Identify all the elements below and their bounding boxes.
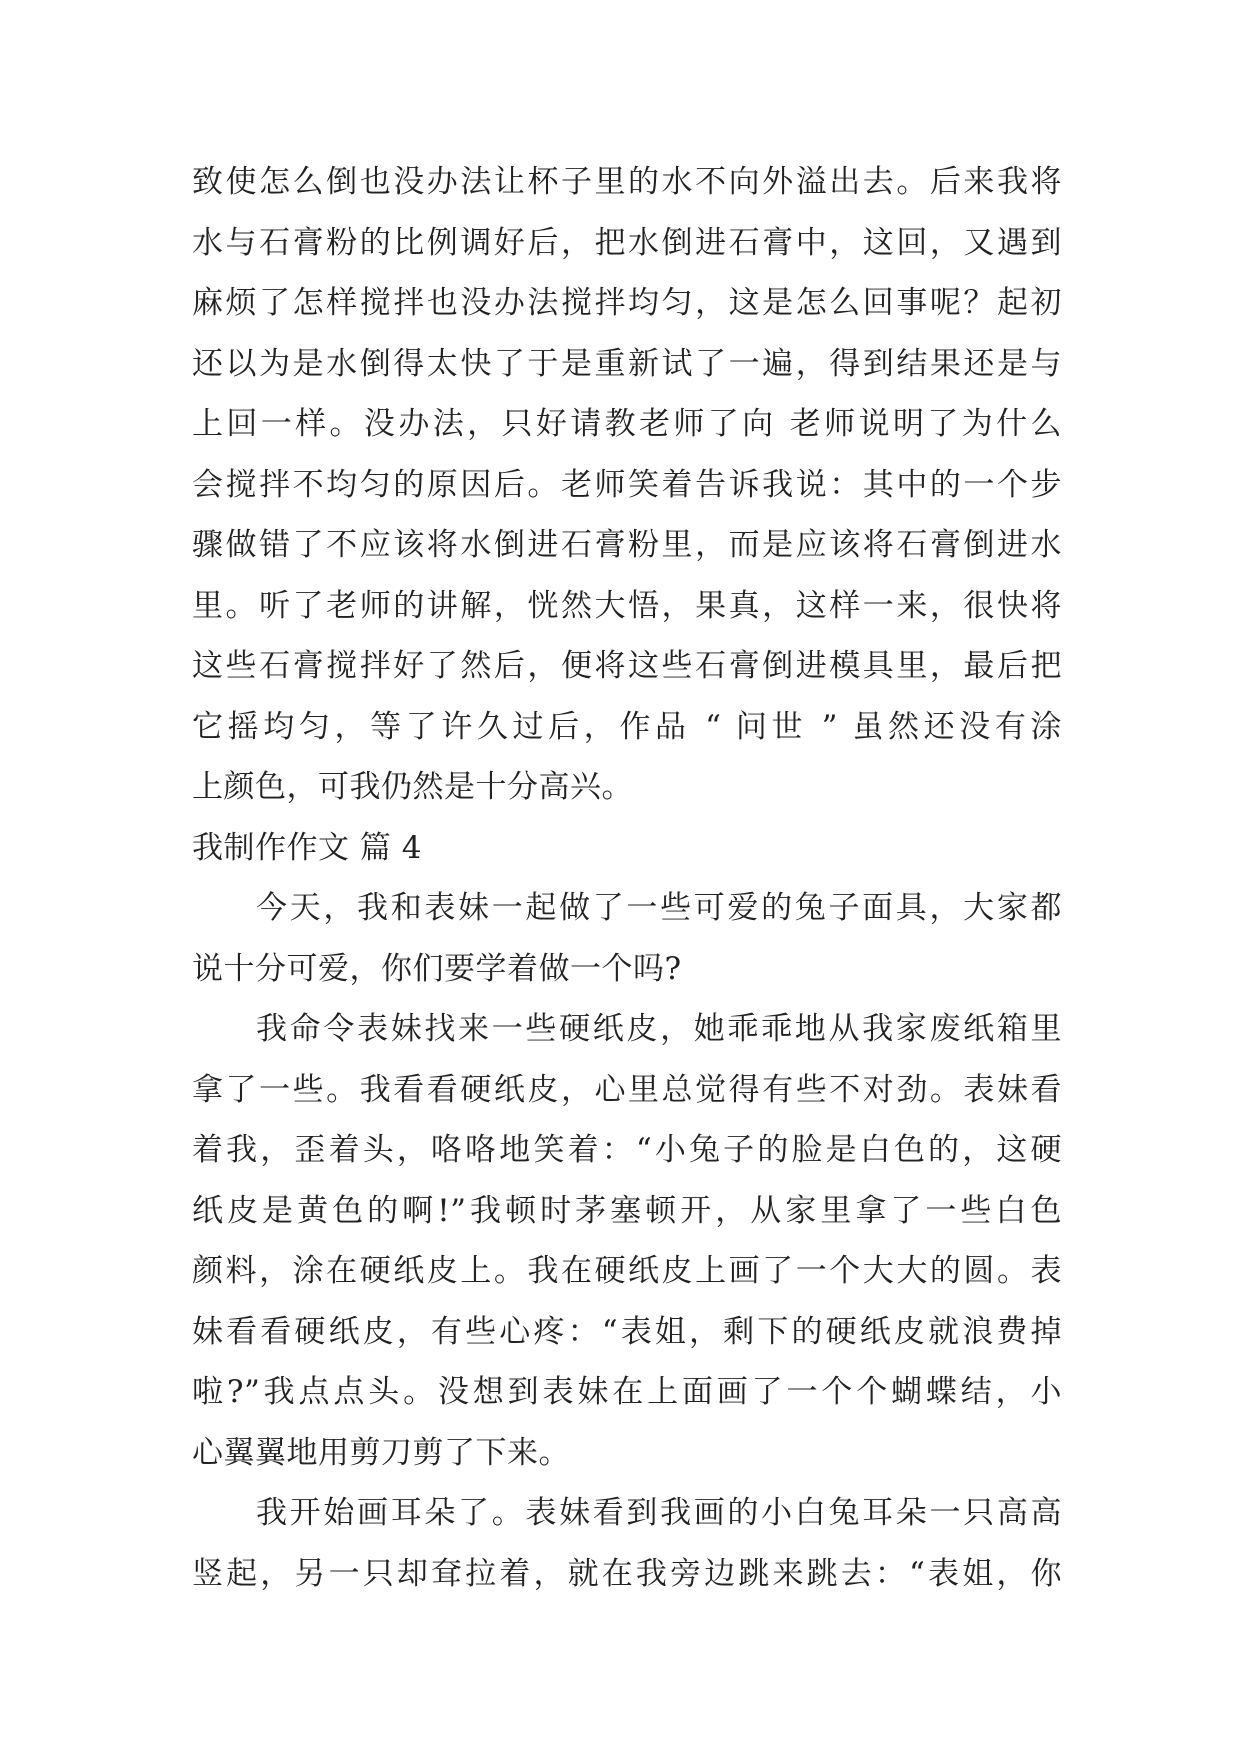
text-line: 会搅拌不均匀的原因后。老师笑着告诉我说：其中的一个步 <box>192 466 1062 503</box>
text-line: 妹看看硬纸皮，有些心疼：“表姐，剩下的硬纸皮就浪费掉 <box>192 1313 1062 1350</box>
paragraph-first-line: 我开始画耳朵了。表妹看到我画的小白兔耳朵一只高高 <box>256 1495 1062 1531</box>
paragraph-first-line: 我命令表妹找来一些硬纸皮，她乖乖地从我家废纸箱里 <box>256 1011 1062 1047</box>
text-line: 骤做错了不应该将水倒进石膏粉里，而是应该将石膏倒进水 <box>192 527 1062 563</box>
text-line: 这些石膏搅拌好了然后，便将这些石膏倒进模具里，最后把 <box>192 648 1062 684</box>
text-line: 拿了一些。我看看硬纸皮，心里总觉得有些不对劲。表妹看 <box>192 1071 1062 1108</box>
text-line: 颜料，涂在硬纸皮上。我在硬纸皮上画了一个大大的圆。表 <box>192 1253 1062 1289</box>
text-line: 麻烦了怎样搅拌也没办法搅拌均匀，这是怎么回事呢？起初 <box>192 285 1062 321</box>
text-line: 竖起，另一只却耷拉着，就在我旁边跳来跳去：“表姐，你 <box>192 1555 1062 1592</box>
text-line: 纸皮是黄色的啊!”我顿时茅塞顿开，从家里拿了一些白色 <box>192 1192 1062 1229</box>
text-line: 着我，歪着头，咯咯地笑着：“小兔子的脸是白色的，这硬 <box>192 1132 1062 1168</box>
text-line: 上颜色，可我仍然是十分高兴。 <box>192 769 633 805</box>
text-line: 还以为是水倒得太快了于是重新试了一遍，得到结果还是与 <box>192 345 1062 382</box>
essay-body <box>192 152 1062 1604</box>
paragraph-first-line: 今天，我和表妹一起做了一些可爱的兔子面具，大家都 <box>256 890 1062 926</box>
section-heading: 我制作作文 篇 4 <box>192 829 422 866</box>
text-line: 心翼翼地用剪刀剪了下来。 <box>192 1434 570 1471</box>
text-line: 啦?”我点点头。没想到表妹在上面画了一个个蝴蝶结，小 <box>192 1374 1062 1410</box>
text-line: 水与石膏粉的比例调好后，把水倒进石膏中，这回，又遇到 <box>192 224 1062 261</box>
text-line: 它摇均匀，等了许久过后，作品 “ 问世 ” 虽然还没有涂 <box>192 708 1062 745</box>
text-line: 上回一样。没办法，只好请教老师了向 老师说明了为什么 <box>192 406 1062 442</box>
text-line: 致使怎么倒也没办法让杯子里的水不向外溢出去。后来我将 <box>192 164 1062 200</box>
text-line: 里。听了老师的讲解，恍然大悟，果真，这样一来，很快将 <box>192 587 1062 624</box>
text-line: 说十分可爱，你们要学着做一个吗? <box>192 950 682 987</box>
